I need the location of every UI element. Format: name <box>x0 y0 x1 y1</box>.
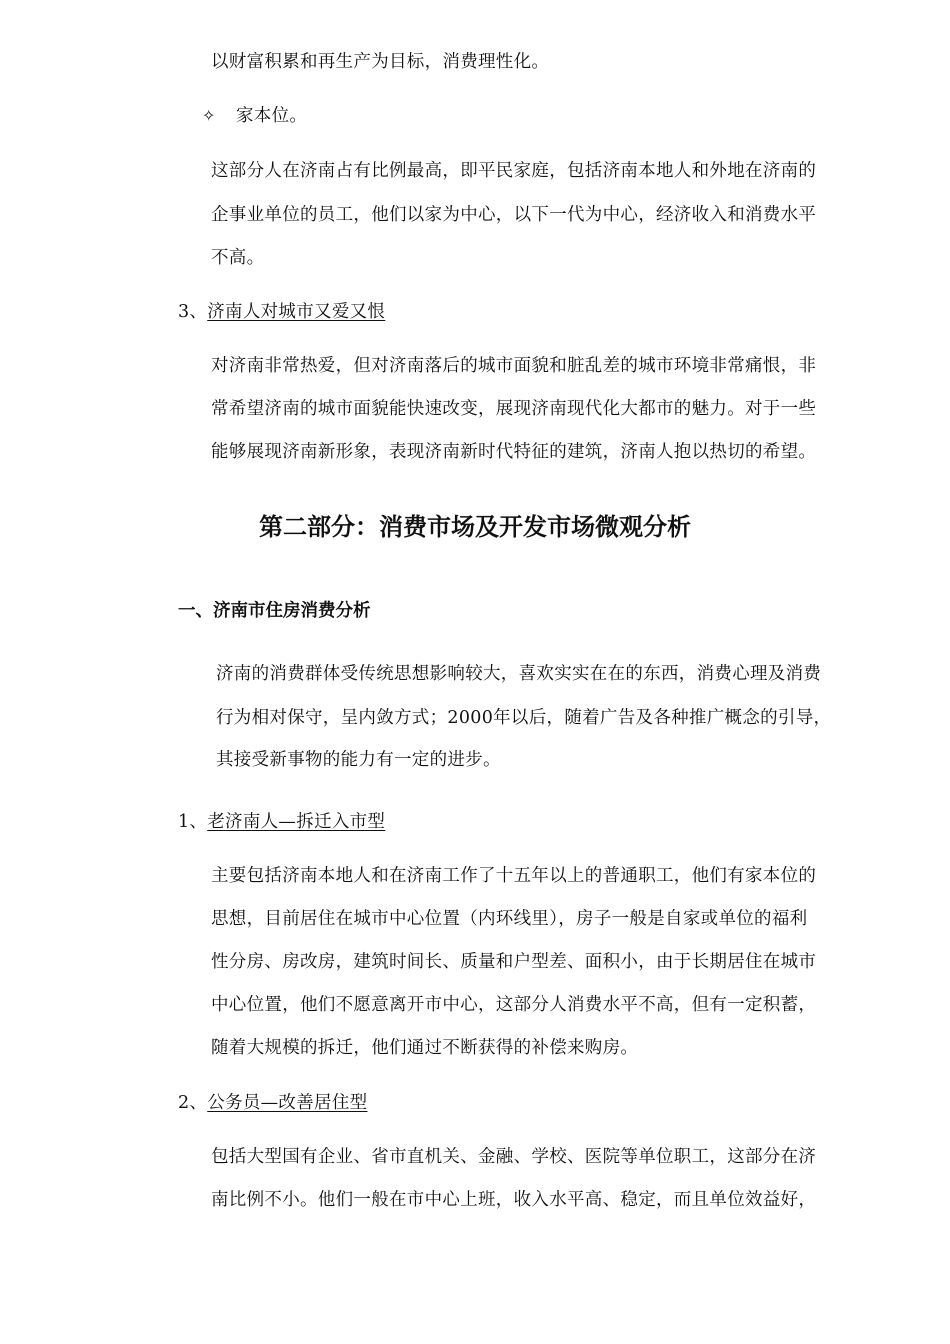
paragraph-line: 中心位置，他们不愿意离开市中心，这部分人消费水平不高，但有一定积蓄， <box>211 995 817 1015</box>
paragraph-line: 主要包括济南本地人和在济南工作了十五年以上的普通职工，他们有家本位的 <box>211 866 817 886</box>
paragraph-line: 对济南非常热爱，但对济南落后的城市面貌和脏乱差的城市环境非常痛恨，非 <box>211 356 817 376</box>
list-title: 济南人对城市又爱又恨 <box>207 302 386 322</box>
paragraph-line: 济南的消费群体受传统思想影响较大，喜欢实实在在的东西，消费心理及消费 <box>216 664 822 684</box>
bullet-label: 家本位。 <box>236 106 308 126</box>
list-title: 老济南人—拆迁入市型 <box>207 812 386 832</box>
paragraph-line: 随着大规模的拆迁，他们通过不断获得的补偿来购房。 <box>211 1038 639 1058</box>
list-number: 3、 <box>178 302 208 322</box>
diamond-star-icon: ✧ <box>202 106 216 125</box>
paragraph-line: 能够展现济南新形象，表现济南新时代特征的建筑，济南人抱以热切的希望。 <box>211 442 817 462</box>
paragraph-line: 其接受新事物的能力有一定的进步。 <box>216 750 501 770</box>
paragraph-line: 这部分人在济南占有比例最高，即平民家庭，包括济南本地人和外地在济南的 <box>211 161 817 181</box>
paragraph-line: 行为相对保守，呈内敛方式；2000年以后，随着广告及各种推广概念的引导， <box>216 708 832 728</box>
list-item-heading <box>178 1092 367 1114</box>
paragraph-line: 不高。 <box>211 248 265 268</box>
section-heading: 一、济南市住房消费分析 <box>178 601 371 621</box>
paragraph-line: 以财富积累和再生产为目标，消费理性化。 <box>211 52 550 72</box>
paragraph-line: 南比例不小。他们一般在市中心上班，收入水平高、稳定，而且单位效益好， <box>211 1190 817 1210</box>
list-item-heading <box>178 811 385 833</box>
part-title: 第二部分：消费市场及开发市场微观分析 <box>259 513 691 541</box>
paragraph-line: 常希望济南的城市面貌能快速改变，展现济南现代化大都市的魅力。对于一些 <box>211 399 817 419</box>
paragraph-line: 思想，目前居住在城市中心位置（内环线里），房子一般是自家或单位的福利 <box>211 909 808 929</box>
paragraph-line: 企事业单位的员工，他们以家为中心，以下一代为中心，经济收入和消费水平 <box>211 205 817 225</box>
list-title: 公务员—改善居住型 <box>207 1093 368 1113</box>
paragraph-line: 包括大型国有企业、省市直机关、金融、学校、医院等单位职工，这部分在济 <box>211 1147 817 1167</box>
list-item-heading <box>178 301 385 323</box>
paragraph-line: 性分房、房改房，建筑时间长、质量和户型差、面积小，由于长期居住在城市 <box>211 952 817 972</box>
list-number: 1、 <box>178 812 208 832</box>
list-number: 2、 <box>178 1093 208 1113</box>
